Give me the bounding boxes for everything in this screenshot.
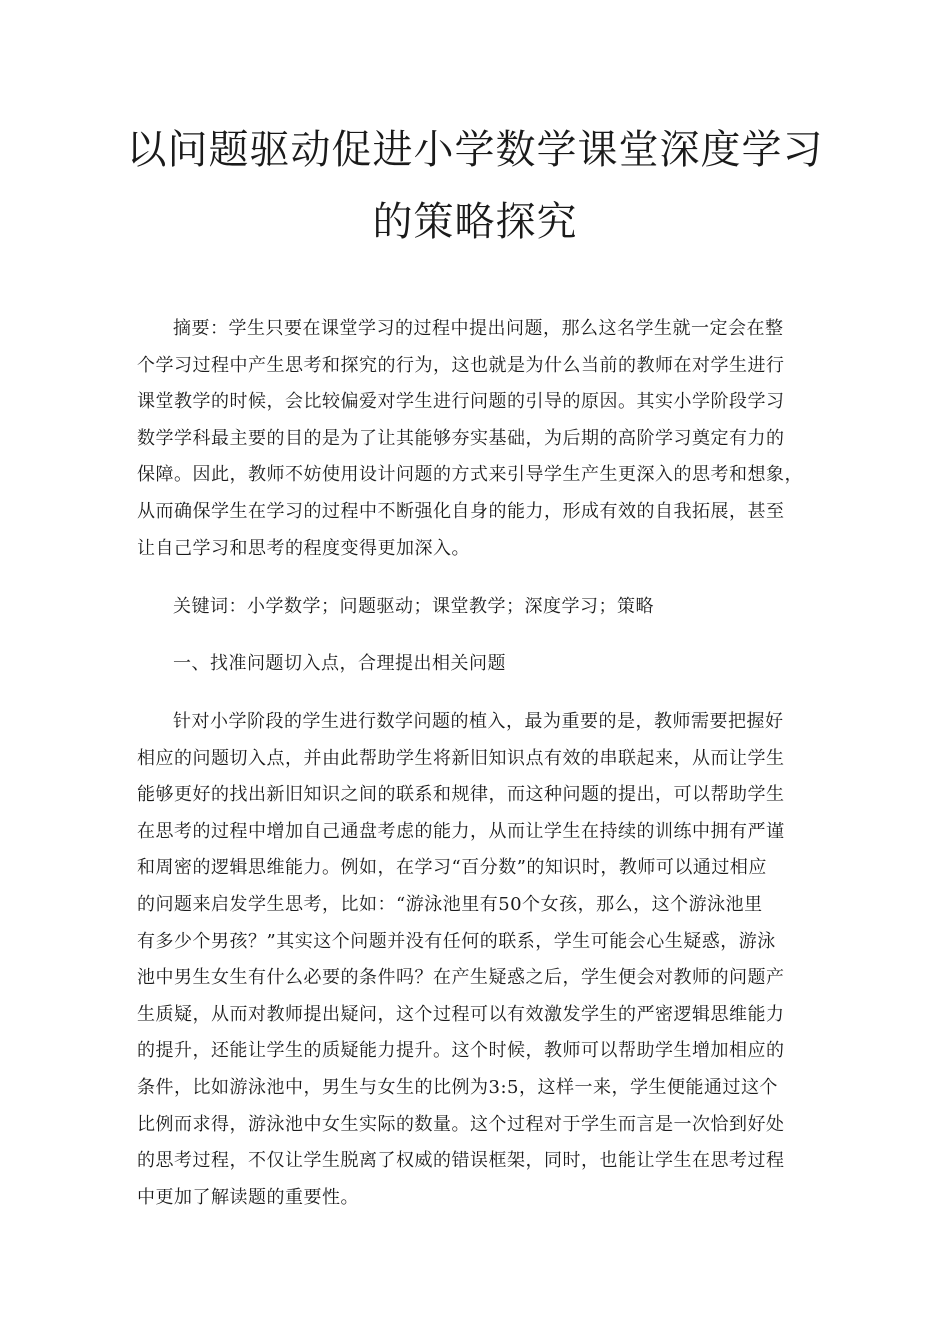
- paragraph-line: 比例而求得，游泳池中女生实际的数量。这个过程对于学生而言是一次恰到好处: [137, 1113, 785, 1135]
- abstract-line: 让自己学习和思考的程度变得更加深入。: [137, 537, 470, 559]
- paragraph-line: 相应的问题切入点，并由此帮助学生将新旧知识点有效的串联起来，从而让学生: [137, 747, 785, 769]
- paragraph-line: 有多少个男孩？”其实这个问题并没有任何的联系，学生可能会心生疑惑，游泳: [137, 930, 776, 952]
- paragraph-line: 的问题来启发学生思考，比如：“游泳池里有50个女孩，那么，这个游泳池里: [137, 893, 763, 915]
- document-title-line-2: 的策略探究: [372, 199, 578, 245]
- abstract-line: 个学习过程中产生思考和探究的行为，这也就是为什么当前的教师在对学生进行: [137, 354, 785, 376]
- keywords-line: 关键词：小学数学；问题驱动；课堂教学；深度学习；策略: [173, 596, 654, 617]
- abstract-line: 课堂教学的时候，会比较偏爱对学生进行问题的引导的原因。其实小学阶段学习: [137, 391, 785, 413]
- abstract-line: 从而确保学生在学习的过程中不断强化自身的能力，形成有效的自我拓展，甚至: [137, 500, 785, 522]
- paragraph-line: 在思考的过程中增加自己通盘考虑的能力，从而让学生在持续的训练中拥有严谨: [137, 820, 785, 842]
- paragraph-line: 生质疑，从而对教师提出疑问，这个过程可以有效激发学生的严密逻辑思维能力: [137, 1003, 785, 1025]
- paragraph-line: 能够更好的找出新旧知识之间的联系和规律，而这种问题的提出，可以帮助学生: [137, 784, 785, 806]
- paragraph-line: 的提升，还能让学生的质疑能力提升。这个时候，教师可以帮助学生增加相应的: [137, 1040, 785, 1062]
- paragraph-line: 针对小学阶段的学生进行数学问题的植入，最为重要的是，教师需要把握好: [173, 711, 784, 732]
- paragraph-line: 中更加了解读题的重要性。: [137, 1186, 359, 1208]
- document-title-line-1: 以问题驱动促进小学数学课堂深度学习: [126, 127, 824, 173]
- abstract-line: 数学学科最主要的目的是为了让其能够夯实基础，为后期的高阶学习奠定有力的: [137, 427, 785, 449]
- paragraph-line: 的思考过程，不仅让学生脱离了权威的错误框架，同时，也能让学生在思考过程: [137, 1150, 785, 1172]
- paragraph-line: 池中男生女生有什么必要的条件吗？在产生疑惑之后，学生便会对教师的问题产: [137, 967, 785, 989]
- abstract-line: 摘要：学生只要在课堂学习的过程中提出问题，那么这名学生就一定会在整: [173, 318, 784, 339]
- section-heading: 一、找准问题切入点，合理提出相关问题: [173, 653, 506, 674]
- paragraph-line: 和周密的逻辑思维能力。例如，在学习“百分数”的知识时，教师可以通过相应: [137, 857, 767, 879]
- abstract-line: 保障。因此，教师不妨使用设计问题的方式来引导学生产生更深入的思考和想象，: [137, 464, 803, 486]
- abstract-paragraph: [137, 311, 817, 567]
- section-paragraph: [137, 704, 817, 1216]
- paragraph-line: 条件，比如游泳池中，男生与女生的比例为3:5，这样一来，学生便能通过这个: [137, 1076, 778, 1098]
